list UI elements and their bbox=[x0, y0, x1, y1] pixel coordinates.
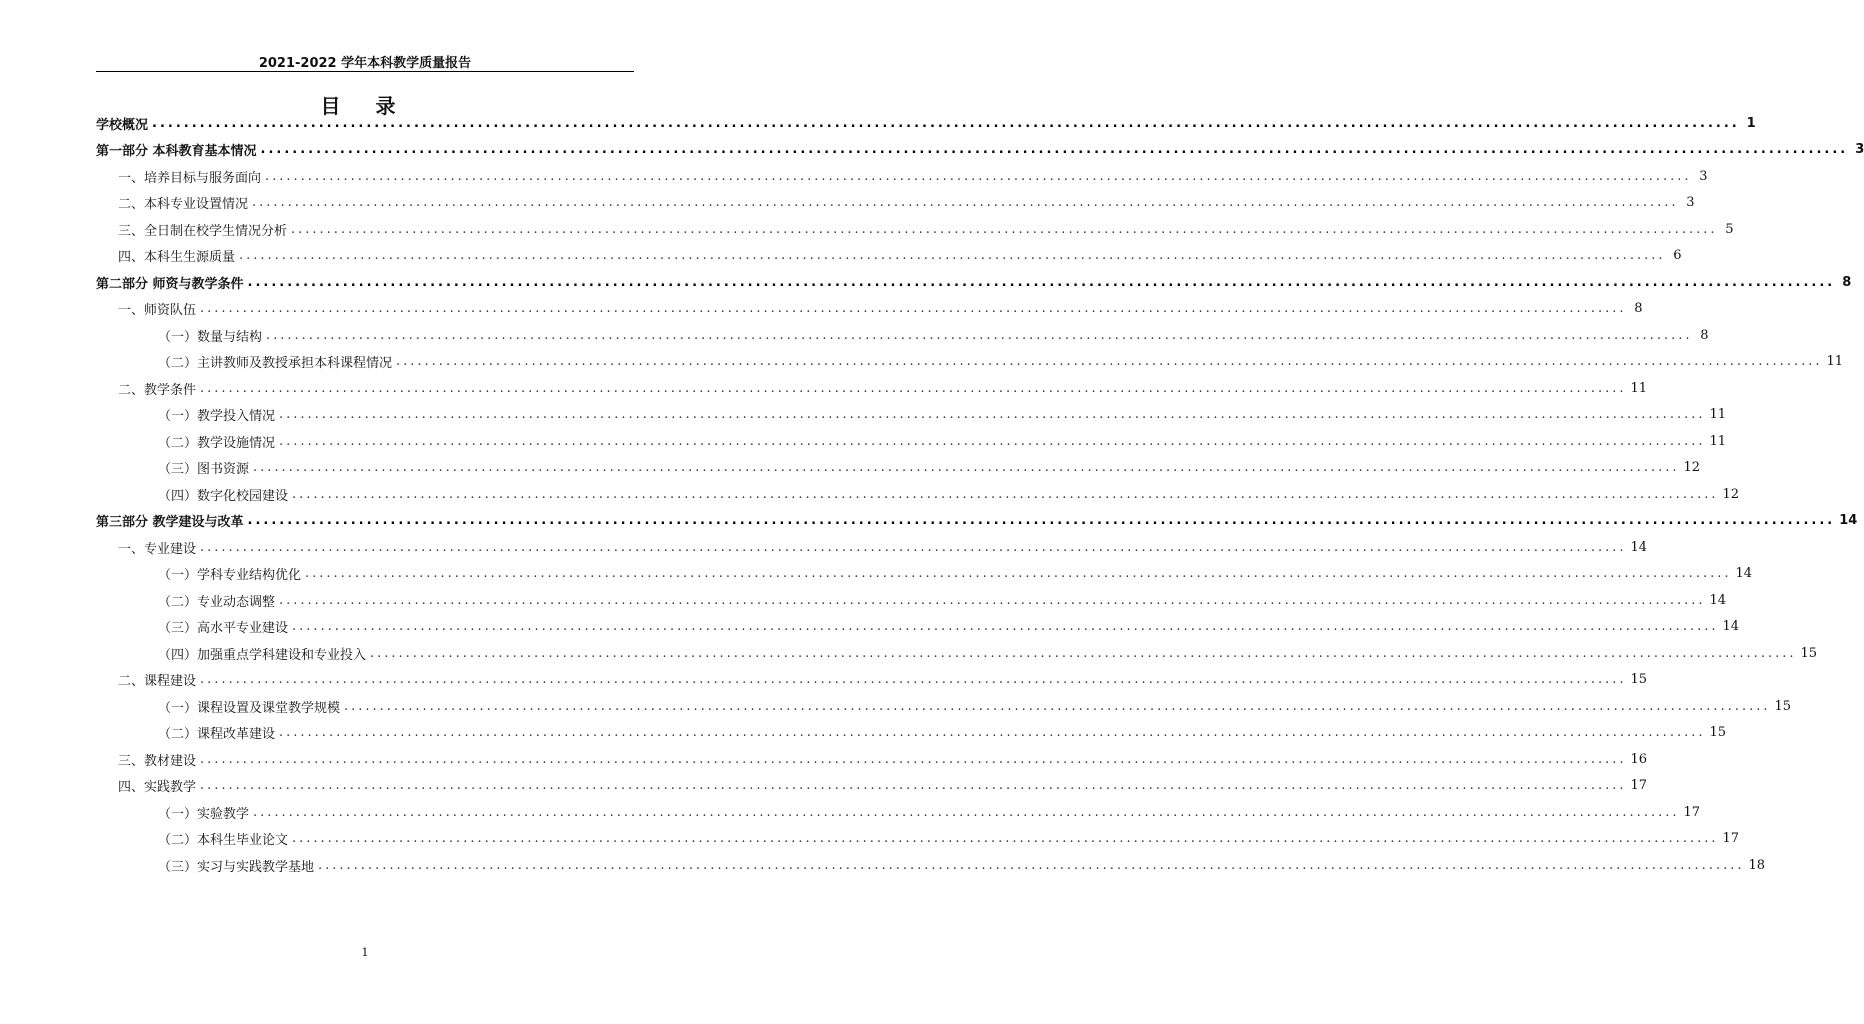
toc-subsection-entry[interactable] bbox=[96, 404, 1727, 426]
toc-page-number: 8 bbox=[1634, 301, 1643, 316]
toc-page-number: 14 bbox=[1839, 513, 1858, 528]
dot-leader: ........................................................................................................................................................................................................ bbox=[318, 857, 1745, 873]
running-header: 2021-2022 学年本科教学质量报告 bbox=[258, 56, 472, 71]
dot-leader: ........................................................................................................................................................................................................ bbox=[266, 327, 1693, 343]
toc-page-number: 15 bbox=[1774, 698, 1792, 714]
toc-entry-title: （三）实习与实践教学基地 bbox=[158, 859, 315, 875]
dot-leader: ........................................................................................................................................................................................................ bbox=[265, 168, 1692, 184]
toc-entry-title: （二）专业动态调整 bbox=[158, 594, 276, 610]
toc-page-number: 12 bbox=[1683, 460, 1701, 475]
toc-page-number: 3 bbox=[1855, 142, 1864, 157]
toc-entry-title: （一）学科专业结构优化 bbox=[158, 568, 302, 583]
toc-page-number: 14 bbox=[1735, 566, 1753, 581]
toc-subsection-entry[interactable] bbox=[96, 430, 1727, 452]
dot-leader: ........................................................................................................................................................................................................ bbox=[247, 513, 1836, 528]
toc-entry-title: 二、课程建设 bbox=[118, 674, 197, 689]
toc-section-entry[interactable] bbox=[96, 192, 1695, 214]
toc-subsection-entry[interactable] bbox=[96, 616, 1740, 638]
toc-page-number: 18 bbox=[1748, 857, 1766, 873]
toc-entry-title: 四、本科生生源质量 bbox=[118, 250, 236, 265]
dot-leader: ........................................................................................................................................................................................................ bbox=[279, 433, 1706, 449]
toc-page-number: 17 bbox=[1630, 778, 1648, 793]
toc-section-entry[interactable] bbox=[96, 245, 1682, 267]
toc-page-number: 3 bbox=[1686, 195, 1695, 210]
toc-page-number: 14 bbox=[1630, 539, 1648, 555]
dot-leader: ........................................................................................................................................................................................................ bbox=[292, 619, 1719, 634]
toc-entry-title: （一）教学投入情况 bbox=[158, 409, 276, 424]
toc-entry-title: （二）主讲教师及教授承担本科课程情况 bbox=[158, 356, 393, 371]
toc-entry-title: 二、教学条件 bbox=[118, 382, 197, 398]
toc-entry-title: 第一部分 本科教育基本情况 bbox=[96, 144, 257, 159]
toc-page-number: 6 bbox=[1673, 248, 1682, 263]
dot-leader: ........................................................................................................................................................................................................ bbox=[152, 115, 1740, 131]
toc-page-number: 15 bbox=[1709, 725, 1727, 740]
dot-leader: ........................................................................................................................................................................................................ bbox=[239, 248, 1666, 263]
dot-leader: ........................................................................................................................................................................................................ bbox=[279, 592, 1706, 608]
toc-entry-title: 学校概况 bbox=[96, 117, 149, 133]
toc-subsection-entry[interactable] bbox=[96, 828, 1740, 850]
toc-subsection-entry[interactable] bbox=[96, 324, 1709, 346]
dot-leader: ........................................................................................................................................................................................................ bbox=[253, 460, 1680, 475]
toc-page-number: 15 bbox=[1800, 645, 1818, 661]
toc-subsection-entry[interactable] bbox=[96, 854, 1766, 876]
toc-entry-title: （三）图书资源 bbox=[158, 462, 250, 477]
toc-subsection-entry[interactable] bbox=[96, 457, 1701, 479]
dot-leader: ........................................................................................................................................................................................................ bbox=[247, 274, 1836, 290]
toc-page-number: 14 bbox=[1722, 619, 1740, 634]
toc-page-number: 12 bbox=[1722, 486, 1740, 502]
toc-section-entry[interactable] bbox=[96, 377, 1648, 399]
dot-leader: ........................................................................................................................................................................................................ bbox=[200, 672, 1627, 687]
toc-entry-title: 一、师资队伍 bbox=[118, 303, 197, 318]
dot-leader: ........................................................................................................................................................................................................ bbox=[291, 221, 1718, 237]
toc-entry-title: （三）高水平专业建设 bbox=[158, 621, 289, 636]
toc-entry-title: 一、专业建设 bbox=[118, 541, 197, 557]
dot-leader: ........................................................................................................................................................................................................ bbox=[279, 407, 1706, 422]
toc-entry-title: 三、全日制在校学生情况分析 bbox=[118, 223, 288, 239]
toc-page-number: 11 bbox=[1826, 354, 1844, 369]
toc-entry-title: （二）课程改革建设 bbox=[158, 727, 276, 742]
toc-page-number: 17 bbox=[1722, 831, 1740, 846]
toc-page-number: 11 bbox=[1709, 433, 1727, 449]
toc-page-number: 17 bbox=[1683, 804, 1701, 820]
dot-leader: ........................................................................................................................................................................................................ bbox=[292, 486, 1719, 502]
toc-part-entry[interactable] bbox=[96, 139, 1864, 161]
toc-subsection-entry[interactable] bbox=[96, 589, 1727, 611]
dot-leader: ........................................................................................................................................................................................................ bbox=[292, 831, 1719, 846]
toc-page-number: 8 bbox=[1700, 327, 1709, 343]
dot-leader: ........................................................................................................................................................................................................ bbox=[260, 142, 1849, 157]
toc-entry-title: 四、实践教学 bbox=[118, 780, 197, 795]
toc-subsection-entry[interactable] bbox=[96, 351, 1844, 373]
toc-page-number: 3 bbox=[1699, 168, 1708, 184]
toc-section-entry[interactable] bbox=[96, 775, 1648, 797]
toc-page-number: 1 bbox=[1746, 115, 1756, 131]
toc-entry-title: （四）加强重点学科建设和专业投入 bbox=[158, 647, 367, 663]
toc-section-entry[interactable] bbox=[96, 298, 1643, 320]
toc-page-number: 15 bbox=[1630, 672, 1648, 687]
toc-page-number: 8 bbox=[1842, 274, 1852, 290]
toc-subsection-entry[interactable] bbox=[96, 642, 1818, 664]
toc-section-entry[interactable] bbox=[96, 218, 1734, 240]
toc-subsection-entry[interactable] bbox=[96, 483, 1740, 505]
toc-subsection-entry[interactable] bbox=[96, 801, 1701, 823]
dot-leader: ........................................................................................................................................................................................................ bbox=[279, 725, 1706, 740]
dot-leader: ........................................................................................................................................................................................................ bbox=[200, 539, 1627, 555]
toc-subsection-entry[interactable] bbox=[96, 563, 1753, 585]
toc-part-entry[interactable] bbox=[96, 112, 1756, 134]
toc-page-number: 11 bbox=[1630, 380, 1648, 396]
toc-entry-title: （二）本科生毕业论文 bbox=[158, 833, 289, 848]
dot-leader: ........................................................................................................................................................................................................ bbox=[252, 195, 1679, 210]
toc-entry-title: 三、教材建设 bbox=[118, 753, 197, 769]
toc-part-entry[interactable] bbox=[96, 271, 1852, 293]
toc-page-number: 5 bbox=[1725, 221, 1734, 237]
dot-leader: ........................................................................................................................................................................................................ bbox=[396, 354, 1823, 369]
dot-leader: ........................................................................................................................................................................................................ bbox=[344, 698, 1771, 714]
toc-entry-title: （一）数量与结构 bbox=[158, 329, 263, 345]
toc-entry-title: 第三部分 教学建设与改革 bbox=[96, 515, 244, 530]
dot-leader: ........................................................................................................................................................................................................ bbox=[200, 380, 1627, 396]
dot-leader: ........................................................................................................................................................................................................ bbox=[200, 751, 1627, 767]
toc-entry-title: 第二部分 师资与教学条件 bbox=[96, 276, 244, 292]
dot-leader: ........................................................................................................................................................................................................ bbox=[370, 645, 1797, 661]
toc-page-number: 16 bbox=[1630, 751, 1648, 767]
dot-leader: ........................................................................................................................................................................................................ bbox=[305, 566, 1732, 581]
header-rule bbox=[96, 71, 634, 72]
page-number: 1 bbox=[361, 946, 369, 959]
toc-entry-title: （二）教学设施情况 bbox=[158, 435, 276, 451]
toc-section-entry[interactable] bbox=[96, 748, 1648, 770]
toc-section-entry[interactable] bbox=[96, 669, 1648, 691]
dot-leader: ........................................................................................................................................................................................................ bbox=[253, 804, 1680, 820]
toc-title: 目 录 bbox=[320, 94, 410, 118]
toc-subsection-entry[interactable] bbox=[96, 695, 1792, 717]
dot-leader: ........................................................................................................................................................................................................ bbox=[200, 778, 1627, 793]
toc-section-entry[interactable] bbox=[96, 165, 1708, 187]
toc-page-number: 11 bbox=[1709, 407, 1727, 422]
toc-page-number: 14 bbox=[1709, 592, 1727, 608]
dot-leader: ........................................................................................................................................................................................................ bbox=[200, 301, 1627, 316]
toc-subsection-entry[interactable] bbox=[96, 722, 1727, 744]
toc-section-entry[interactable] bbox=[96, 536, 1648, 558]
toc-entry-title: （一）实验教学 bbox=[158, 806, 250, 822]
toc-entry-title: 二、本科专业设置情况 bbox=[118, 197, 249, 212]
toc-entry-title: 一、培养目标与服务面向 bbox=[118, 170, 262, 186]
toc-part-entry[interactable] bbox=[96, 510, 1858, 532]
toc-entry-title: （四）数字化校园建设 bbox=[158, 488, 289, 504]
toc-entry-title: （一）课程设置及课堂教学规模 bbox=[158, 700, 341, 716]
